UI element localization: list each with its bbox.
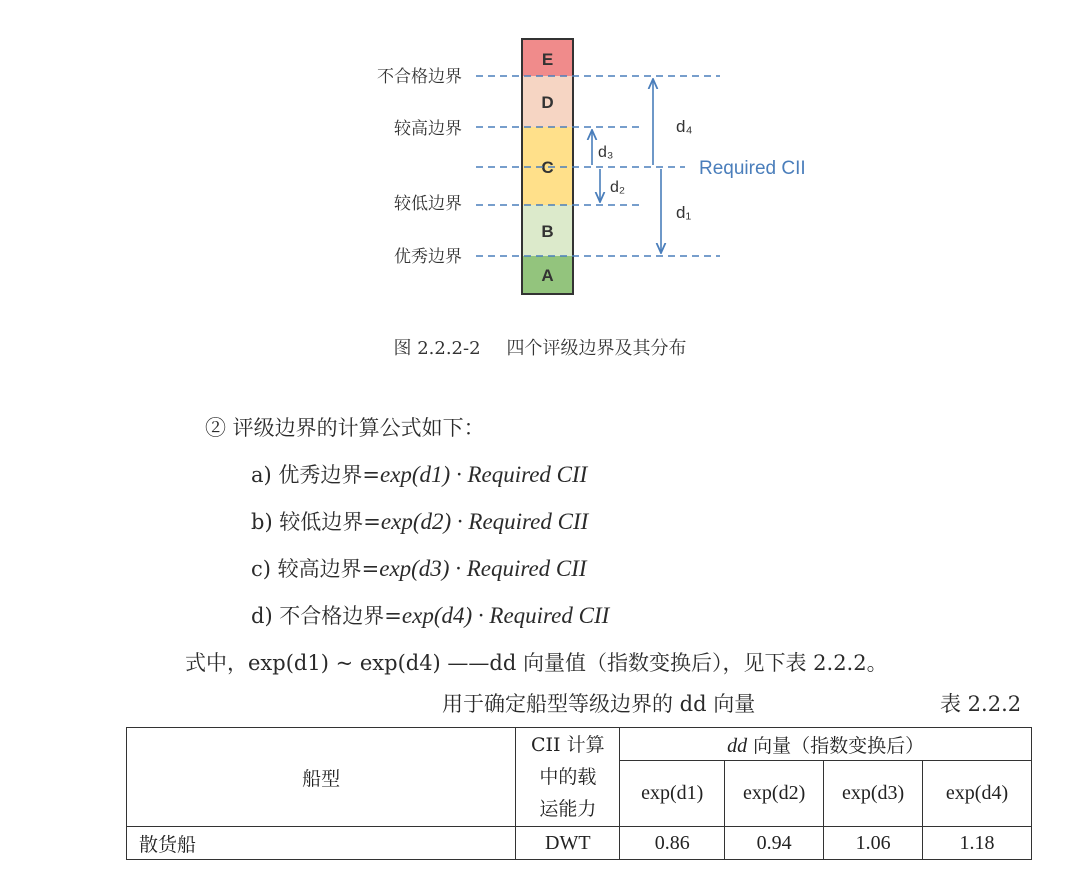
- cell-exp-d3: 1.06: [824, 827, 923, 860]
- formula-c-prefix: c) 较高边界=: [251, 557, 380, 581]
- formula-d-prefix: d) 不合格边界=: [251, 604, 402, 628]
- header-exp-d4: exp(d4): [923, 761, 1032, 827]
- grade-b-label: B: [541, 222, 554, 241]
- formula-a-prefix: a) 优秀边界=: [251, 463, 380, 487]
- formula-c: [251, 553, 587, 583]
- formula-b-expr: exp(d2) · Required CII: [380, 509, 589, 534]
- figure-caption-number: 图 2.2.2-2: [393, 338, 481, 359]
- lower-boundary-label: 较低边界: [394, 194, 462, 214]
- formula-b-prefix: b) 较低边界=: [251, 510, 381, 534]
- d2-label: d₂: [610, 179, 626, 196]
- grade-e-label: E: [541, 50, 554, 69]
- fail-boundary-label: 不合格边界: [377, 67, 462, 87]
- formula-d: [251, 600, 609, 630]
- higher-boundary-label: 较高边界: [394, 119, 462, 139]
- formula-a: [251, 459, 587, 489]
- header-capacity-line3: 运能力: [539, 798, 597, 820]
- required-cii-label: Required CII: [699, 158, 806, 179]
- grade-boundary-figure: [0, 0, 1080, 330]
- header-dd-rest: 向量（指数变换后）: [747, 734, 925, 757]
- formula-c-expr: exp(d3) · Required CII: [379, 556, 587, 581]
- table-title: 用于确定船型等级边界的 dd 向量: [442, 692, 756, 716]
- grade-d-label: D: [541, 93, 554, 112]
- table-number: 表 2.2.2: [940, 692, 1022, 716]
- header-dd-group: [620, 728, 1032, 761]
- cell-exp-d2: 0.94: [725, 827, 824, 860]
- formula-d-expr: exp(d4) · Required CII: [401, 603, 610, 628]
- header-capacity-line1: CII 计算: [531, 734, 605, 756]
- header-exp-d1: exp(d1): [620, 761, 725, 827]
- header-exp-d2: exp(d2): [725, 761, 824, 827]
- cell-exp-d4: 1.18: [923, 827, 1032, 860]
- excellent-boundary-label: 优秀边界: [394, 247, 462, 267]
- d1-label: d₁: [676, 203, 692, 222]
- d4-label: d₄: [676, 117, 693, 136]
- table-row: [127, 827, 1032, 860]
- formula-intro: ② 评级边界的计算公式如下：: [205, 416, 485, 440]
- d3-label: d₃: [598, 144, 614, 161]
- cell-capacity: DWT: [516, 827, 620, 860]
- formula-a-expr: exp(d1) · Required CII: [379, 462, 588, 487]
- figure-caption: [0, 334, 1080, 360]
- formula-b: [251, 506, 588, 536]
- grade-c-label: C: [541, 158, 554, 177]
- cell-ship: 散货船: [127, 827, 516, 860]
- header-exp-d3: exp(d3): [824, 761, 923, 827]
- cell-exp-d1: 0.86: [620, 827, 725, 860]
- formula-note: 式中，exp(d1) ~ exp(d4) ——dd 向量值（指数变换后），见下表 2.2.2。: [185, 651, 888, 675]
- header-capacity-line2: 中的载: [539, 766, 597, 788]
- header-dd-italic: dd: [727, 734, 748, 757]
- dd-vector-table: [126, 727, 1032, 860]
- figure-caption-text: 四个评级边界及其分布: [506, 338, 687, 359]
- header-ship-type: 船型: [127, 728, 516, 827]
- header-capacity: [516, 728, 620, 827]
- grade-a-label: A: [541, 266, 554, 285]
